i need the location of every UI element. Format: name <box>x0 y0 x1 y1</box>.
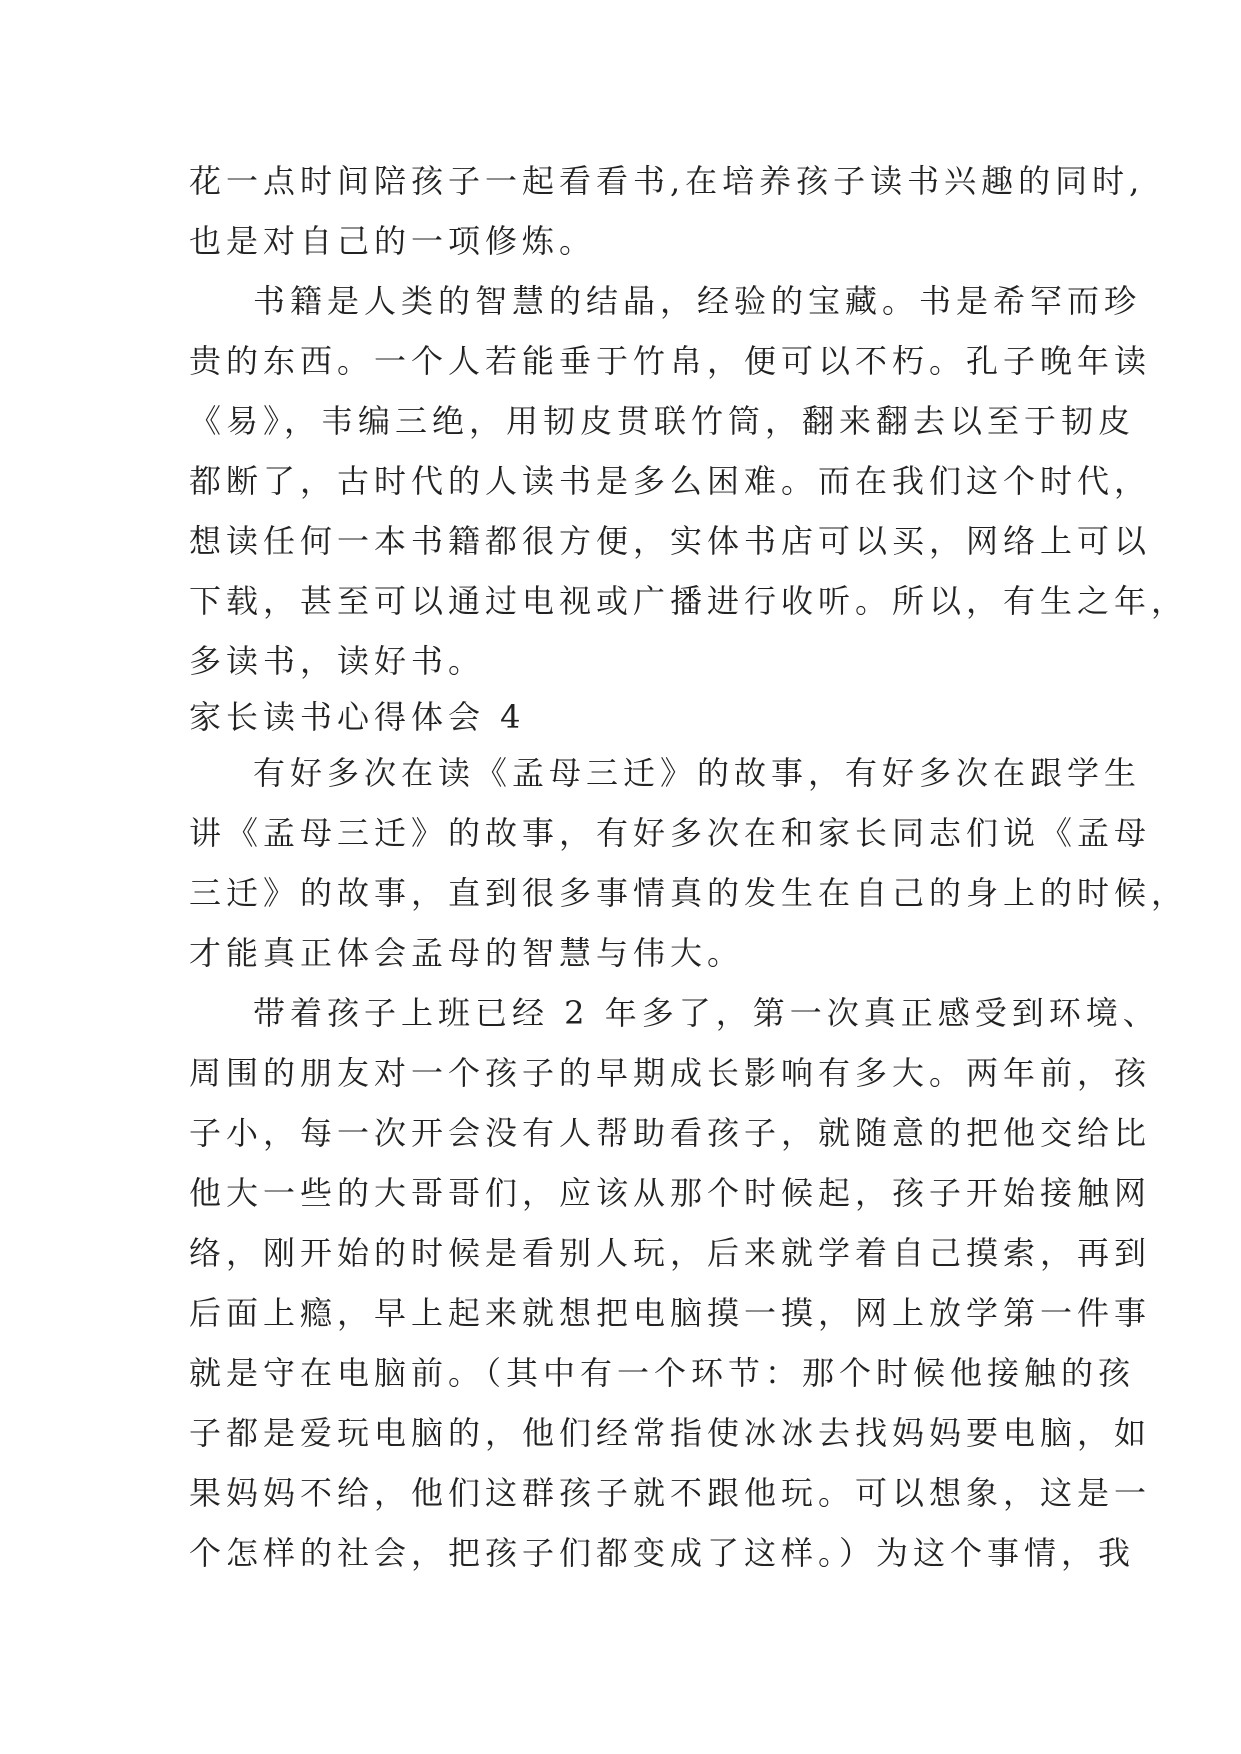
text-line: 才能真正体会孟母的智慧与伟大。 <box>189 934 745 972</box>
paragraph-start: 带着孩子上班已经 2 年多了，第一次真正感受到环境、 <box>253 994 1160 1032</box>
text-line: 花一点时间陪孩子一起看看书,在培养孩子读书兴趣的同时, <box>189 162 1145 200</box>
section-heading: 家长读书心得体会 4 <box>189 698 526 736</box>
text-line: 果妈妈不给，他们这群孩子就不跟他玩。可以想象，这是一 <box>189 1474 1152 1512</box>
text-line: 多读书，读好书。 <box>189 642 486 680</box>
text-line: 后面上瘾，早上起来就想把电脑摸一摸，网上放学第一件事 <box>189 1294 1152 1332</box>
paragraph-start: 有好多次在读《孟母三迁》的故事，有好多次在跟学生 <box>253 754 1142 792</box>
text-line: 络，刚开始的时候是看别人玩，后来就学着自己摸索，再到 <box>189 1234 1152 1272</box>
text-line: 周围的朋友对一个孩子的早期成长影响有多大。两年前，孩 <box>189 1054 1152 1092</box>
text-line: 也是对自己的一项修炼。 <box>189 222 597 260</box>
text-line: 讲《孟母三迁》的故事，有好多次在和家长同志们说《孟母 <box>189 814 1152 852</box>
text-line: 就是守在电脑前。（其中有一个环节：那个时候他接触的孩 <box>189 1354 1136 1392</box>
text-line: 下载，甚至可以通过电视或广播进行收听。所以，有生之年， <box>189 582 1189 620</box>
text-line: 贵的东西。一个人若能垂于竹帛，便可以不朽。孔子晚年读 <box>189 342 1152 380</box>
text-line: 个怎样的社会，把孩子们都变成了这样。）为这个事情，我 <box>189 1534 1136 1572</box>
text-line: 《易》，韦编三绝，用韧皮贯联竹筒，翻来翻去以至于韧皮 <box>189 402 1136 440</box>
text-line: 都断了，古时代的人读书是多么困难。而在我们这个时代， <box>189 462 1152 500</box>
text-line: 他大一些的大哥哥们，应该从那个时候起，孩子开始接触网 <box>189 1174 1152 1212</box>
paragraph-start: 书籍是人类的智慧的结晶，经验的宝藏。书是希罕而珍 <box>253 282 1142 320</box>
text-line: 三迁》的故事，直到很多事情真的发生在自己的身上的时候， <box>189 874 1189 912</box>
text-line: 子都是爱玩电脑的，他们经常指使冰冰去找妈妈要电脑，如 <box>189 1414 1152 1452</box>
text-line: 子小，每一次开会没有人帮助看孩子，就随意的把他交给比 <box>189 1114 1152 1152</box>
text-line: 想读任何一本书籍都很方便，实体书店可以买，网络上可以 <box>189 522 1152 560</box>
